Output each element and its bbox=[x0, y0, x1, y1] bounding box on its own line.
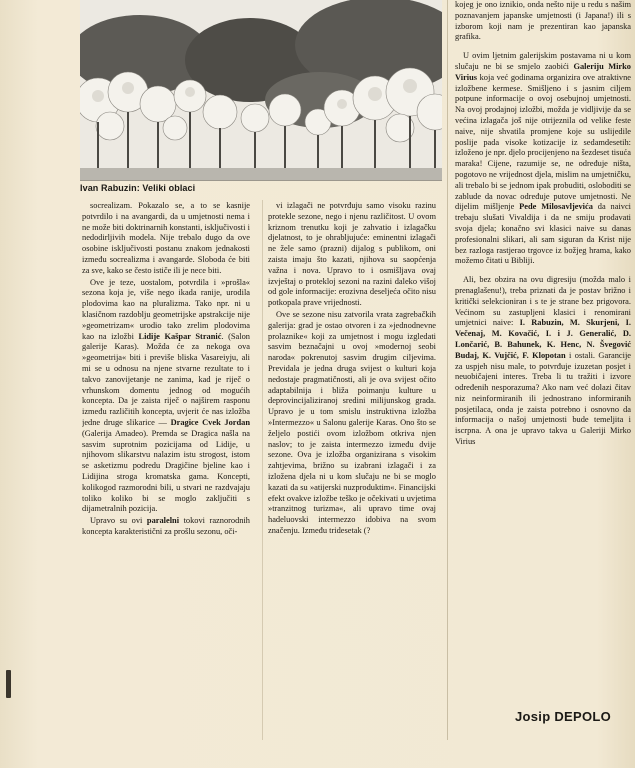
paragraph: Upravo su ovi paralelni tokovi raznorodnih koncepta karakteristični za prošlu sezonu, oči- bbox=[82, 516, 250, 536]
column-rule bbox=[262, 200, 263, 740]
article-column-2 bbox=[268, 201, 436, 741]
paragraph: Ove je teze, uostalom, potvrdila i »prošla« sezona koja je, više nego ikada ranije, urodila plodovima kao na pluralizma. Tako npr. ni u klasičnom razdoblju geometrijske apstrakcije nije »geometrizam« urodio tako zrelim plodovima kao na izložbi Lidije Kašpar Stranić. (Salon galerije Karas). Možda će za nekoga ova »geometrija« biti i previše bliska Vasareiyju, ali mi se u odnosu na njene stvarne rezultate to i takvo zanovijetanje ne zanima, kad je riječ o vrhunskom domentu jednog od mogućih koncepta. Da je zaista riječ o najširem rasponu između različitih koncepta, uvjerit će nas izložba jedne druge slikarice — Dragice Cvek Jordan (Galerija Amadeo). Premda se Dragica našla na sasvim suprotnim pozicijama od Lidije, u njihovom slikarstvu nalazim istu strogost, istom se asketizmu podredu Dragičine bjeline kao i Lidijina stroga kromatska gama. Koncepti, kolikogod razmorodni bili, u stvari ne razdvajaju toliko koliko bi se moglo zaključiti s dijametralnih pozicija. bbox=[82, 277, 250, 514]
paragraph: vi izlagači ne potvrđuju samo visoku razinu protekle sezone, nego i njenu različitost. U ovom kriznom trenutku koji je zahvatio i izlagačku djelatnost, to je ohrabljujuće: eminentni izlagači ne žele samo (prazni) dijalog s publikom, oni zaista imaju što kazati, njihova su saopćenja važna i nova. Upravo to i osmišljava ovaj izvještaj o protekloj sezoni na razini daleko višoj od gole informacije: erozivna deseljeća očito nisu potkopala prave vrijednosti. bbox=[268, 201, 436, 308]
photo-caption: Ivan Rabuzin: Veliki oblaci bbox=[80, 183, 196, 193]
column-rule bbox=[447, 0, 448, 740]
paragraph: kojeg je ono iznikio, onda nešto nije u redu s našim poznavanjem japanske umjetnosti (i Japana!) ili s izborom koji nam je prezentiran kao japanska grafika. bbox=[455, 0, 631, 42]
painting-photo bbox=[80, 0, 442, 181]
article-column-3 bbox=[455, 0, 631, 690]
paragraph: U ovim ljetnim galerijskim postavama ni u kom slučaju ne bi se smjelo zaobići Galeriju Mirko Virius koja već godinama organizira ove atraktivne izložbene kermese. Smišljeno i s jasnim ciljem potpune informacije o ovoj osebujnoj umjetnosti. Na ovoj prodajnoj izložbi, možda je vidljivije da se većina izlagača još nije otrijeznila od velike feste naive, nije shvatila promjene koje su uslijedile poslije pada visoke kotizacije iz sedamdesetih: izloženo je npr. djelo procijenjeno na šezdeset tisuća maraka! Cijene, razumije se, ne određuje ništa, pogotovo ne vrijednost djela, mislim na umjetničku, ali trebalo bi se jednom ipak probuditi, osloboditi se zablude da novac određuje putove umjetnosti. Ne dijelim mišljenje Pede Milosavljevića da naivci trebaju slušati Vivaldija i da ne smiju prodavati svoja djela; konačno svi klasici naive su danas profesionalni slikari, ali sam siguran da Krist nije bez razloga rastjerao trgovce iz božjeg hrama, kako možemo čitati u Bibliji. bbox=[455, 51, 631, 266]
painting-veliki-oblaci bbox=[80, 0, 442, 180]
binding-mark bbox=[6, 670, 11, 698]
author-signature: Josip DEPOLO bbox=[515, 709, 612, 724]
article-column-1 bbox=[82, 201, 250, 741]
paragraph: Ali, bez obzira na ovu digresiju (možda malo i prenaglašenu!), treba priznati da je postav brižno i kritički selekcioniran i s te je strane bez prigovora. Većinom su zastupljeni klasici i renomirani umjetnici naive: I. Rabuzin, M. Skurjeni, I. Večenaj, M. Kovačić, I. i J. Generalić, D. Lončarić, B. Bahunek, K. Henc, N. Švegović Budaj, K. Vujčić, F. Klopotan i ostali. Garancije za uspjeh nisu male, to potvrđuje izuzetan posjet i neuobičajeni interes. Treba li tu tražiti i izvore određenih nesporazuma? Ako nam već dolazi čitav niz neinformiranih ili jednostrano informiranih posjetilaca, onda je zaista potrebno i osnovno da informacija o našoj umjetnosti bude temeljita i iscrpna. A ona je upravo takva u Galeriji Mirko Virius bbox=[455, 275, 631, 447]
paragraph: socrealizam. Pokazalo se, a to se kasnije potvrdilo i na avangardi, da u umjetnosti nema i ne može biti doktrinarnih konstanti, isključivosti i nedodirljivih modela. Nije trebalo dugo da ove osobine isključivosti postanu znakom jednakosti između socrealizma i avangarde. Sloboda će biti za sve, kako se često ističe ili je nece biti. bbox=[82, 201, 250, 275]
paragraph: Ove se sezone nisu zatvorila vrata zagrebačkih galerija: grad je ostao otvoren i za »jednodnevne prolaznike« koji za umjetnost i mogu izgledati sasvim beznačajni u ovoj »modernoj seobi naroda« pokrenutoj sasvim drugim ciljevima. Previdala je jedna druga svijest o kulturi koja nedostaje pragmatičnosti, ali je ova svijest očito adaptabilnija i bliža poimanju kulture u deprovincijaliziranoj sredini milijunskog grada. Upravo je u tom smislu instruktivna izložba »Intermezzo« u Salonu galerije Karas. Ono što se željelo postići ovom izložbom otkriva njen naslov; to je zaista intermezzo između dvije sezone. Ova je izložba organizirana s visokim zahtjevima, brižno su izabrani izlagači i za izložena djela ni u kom slučaju ne bi se moglo kazati da su »atijerski nuzproduktim«. Financijski efekt ovakve izložbe teško je očekivati u uvjetima »tranzitnog turizma«, ali upravo time ovaj hadeluovski intermezzo idobiva na svom značenju. Između tridesetak (? bbox=[268, 309, 436, 535]
